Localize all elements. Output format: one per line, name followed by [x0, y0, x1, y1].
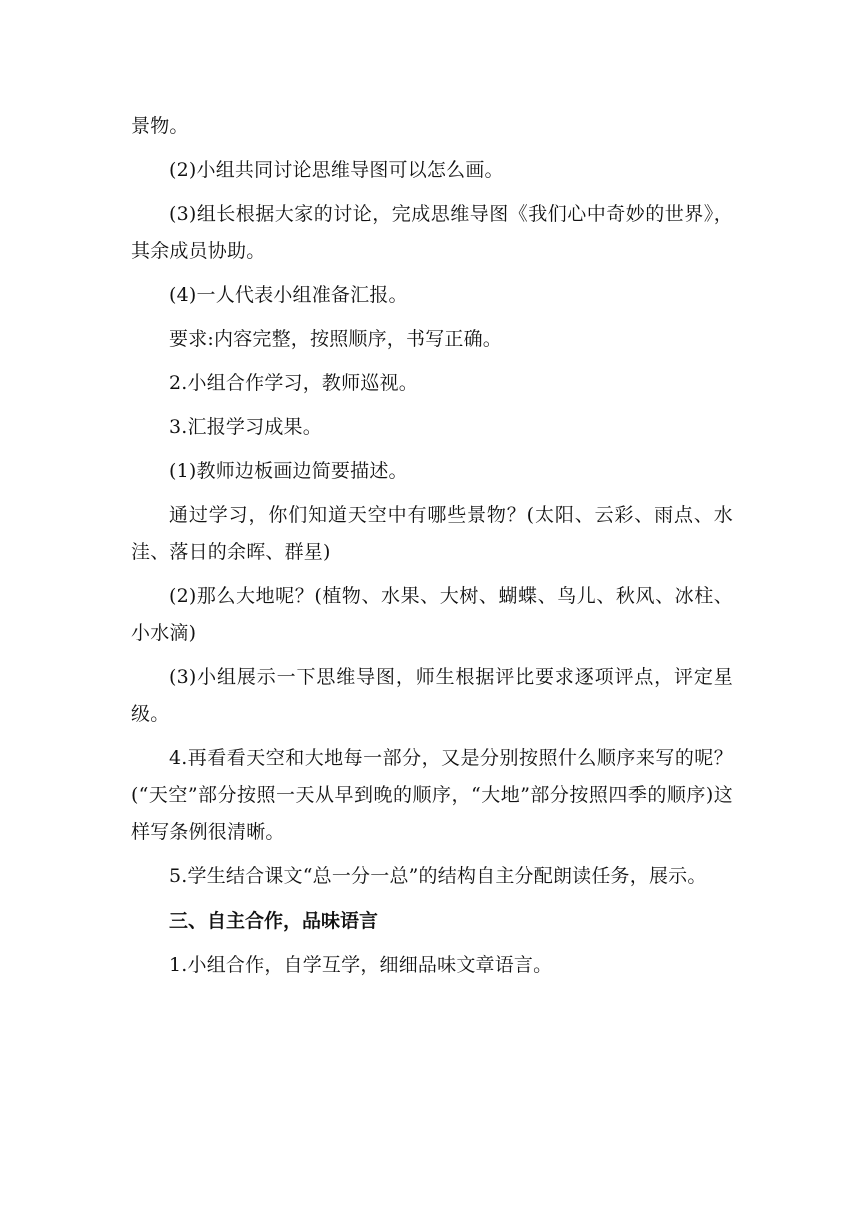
paragraph: 要求:内容完整，按照顺序，书写正确。 [169, 328, 503, 350]
paragraph: 3.汇报学习成果。 [169, 416, 322, 438]
paragraph: (2)小组共同讨论思维导图可以怎么画。 [169, 159, 504, 181]
document-body [131, 108, 733, 991]
paragraph: (2)那么大地呢？(植物、水果、大树、蝴蝶、鸟儿、秋风、冰柱、小水滴) [131, 585, 733, 644]
paragraph: (3)组长根据大家的讨论，完成思维导图《我们心中奇妙的世界》，其余成员协助。 [131, 203, 733, 262]
paragraph: 1.小组合作，自学互学，细细品味文章语言。 [169, 954, 553, 976]
paragraph: 5.学生结合课文“总一分一总”的结构自主分配朗读任务，展示。 [169, 865, 707, 887]
section-heading: 三、自主合作，品味语言 [169, 910, 379, 932]
paragraph: (4)一人代表小组准备汇报。 [169, 284, 408, 306]
paragraph-continuation: 景物。 [131, 115, 189, 137]
paragraph: 通过学习，你们知道天空中有哪些景物？(太阳、云彩、雨点、水洼、落日的余晖、群星) [131, 504, 733, 563]
paragraph: (3)小组展示一下思维导图，师生根据评比要求逐项评点，评定星级。 [131, 666, 733, 725]
paragraph: 2.小组合作学习，教师巡视。 [169, 372, 418, 394]
paragraph: (1)教师边板画边简要描述。 [169, 460, 408, 482]
paragraph: 4.再看看天空和大地每一部分，又是分别按照什么顺序来写的呢？(“天空”部分按照一天从早到晚的顺序，“大地”部分按照四季的顺序)这样写条例很清晰。 [131, 747, 733, 843]
